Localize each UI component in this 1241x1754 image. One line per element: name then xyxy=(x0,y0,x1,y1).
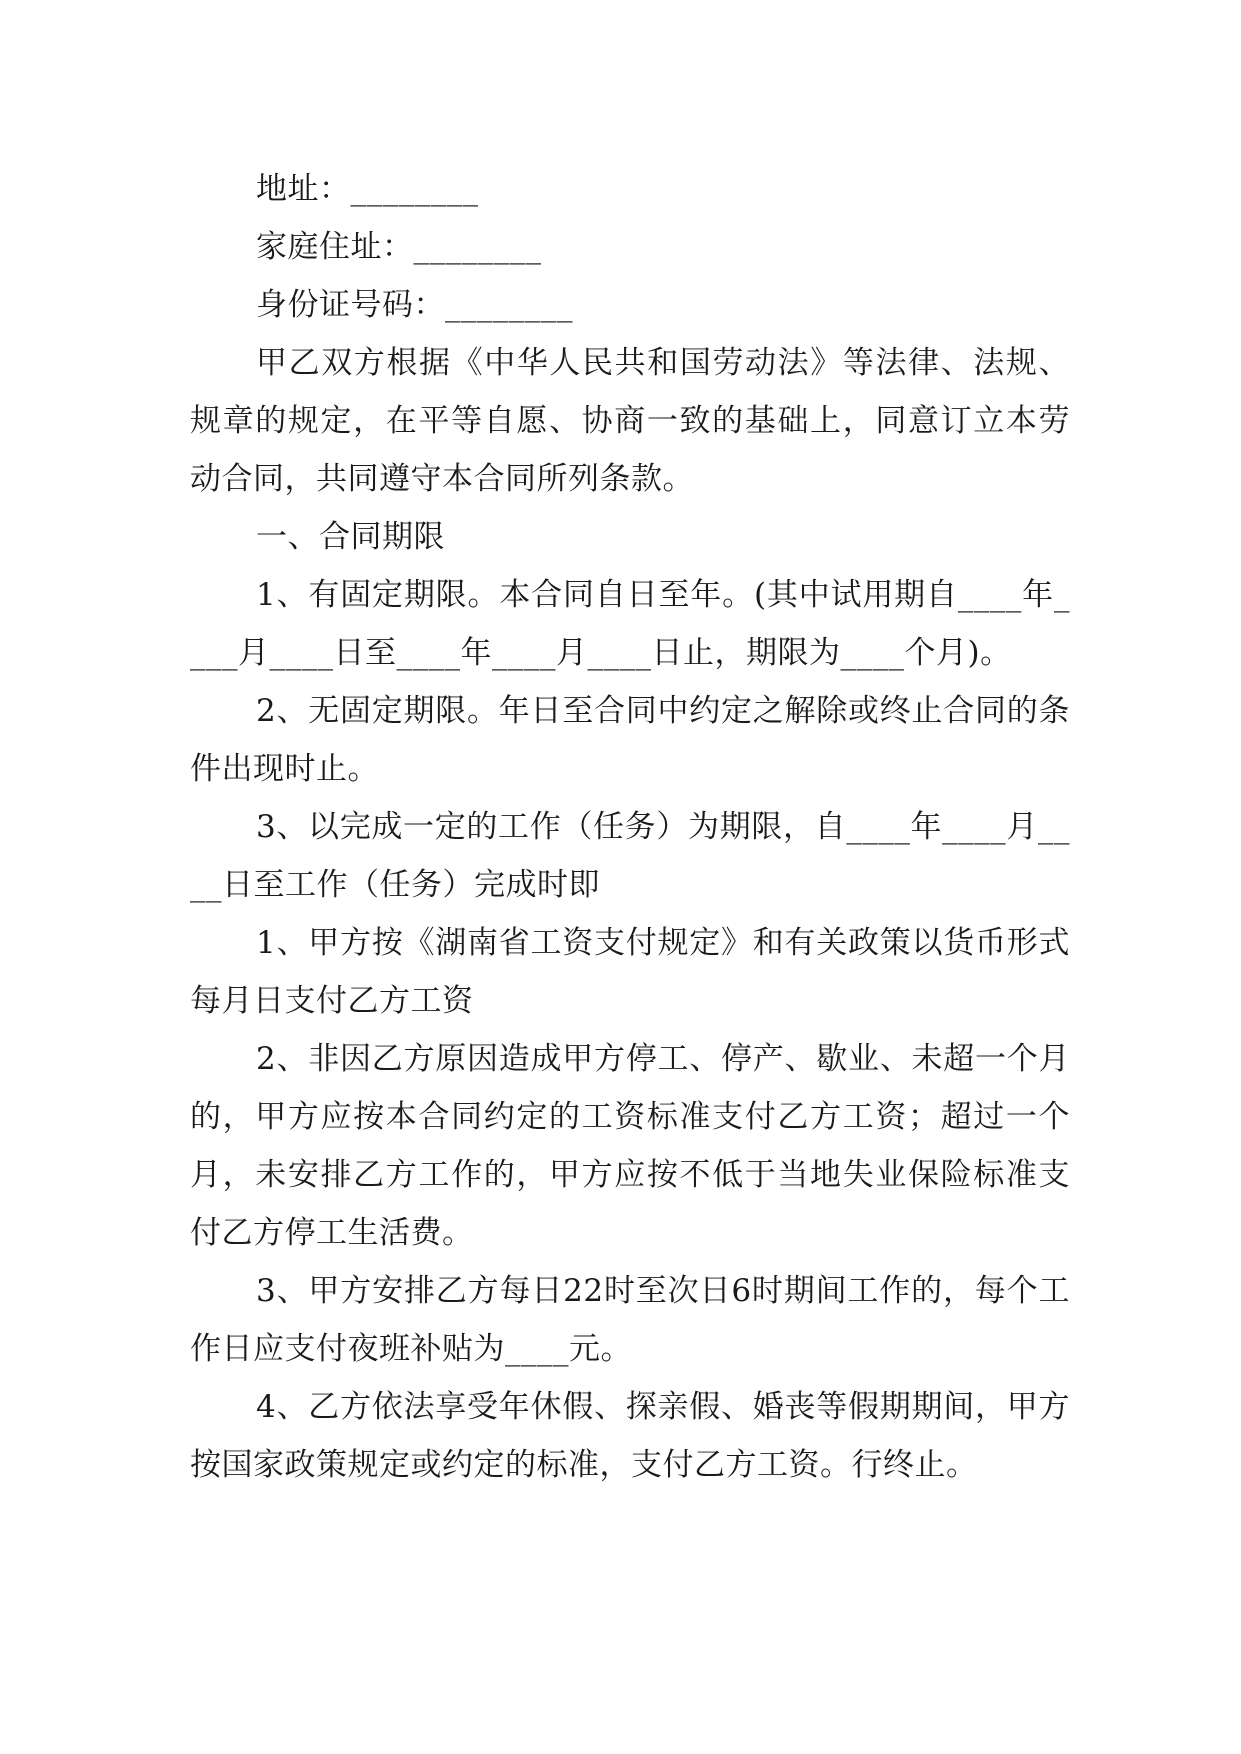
clause-open-term: 2、无固定期限。年日至合同中约定之解除或终止合同的条件出现时止。 xyxy=(190,693,1070,787)
clause-work-stoppage: 2、非因乙方原因造成甲方停工、停产、歇业、未超一个月的，甲方应按本合同约定的工资标准支付乙方工资；超过一个月，未安排乙方工作的，甲方应按不低于当地失业保险标准支付乙方停工生活费。 xyxy=(190,1041,1070,1251)
home-address-line: 家庭住址：________ xyxy=(256,229,542,265)
section-heading-contract-term: 一、合同期限 xyxy=(256,519,445,555)
document-body xyxy=(190,160,1070,1494)
clause-leave-pay: 4、乙方依法享受年休假、探亲假、婚丧等假期期间，甲方按国家政策规定或约定的标准，支付乙方工资。行终止。 xyxy=(190,1389,1070,1483)
address-line: 地址：________ xyxy=(256,171,479,207)
preamble-paragraph: 甲乙双方根据《中华人民共和国劳动法》等法律、法规、规章的规定，在平等自愿、协商一致的基础上，同意订立本劳动合同，共同遵守本合同所列条款。 xyxy=(190,345,1070,497)
clause-fixed-term: 1、有固定期限。本合同自日至年。(其中试用期自____年____月____日至____年____月____日止，期限为____个月)。 xyxy=(190,577,1070,671)
id-number-line: 身份证号码：________ xyxy=(256,287,573,323)
clause-night-shift: 3、甲方安排乙方每日22时至次日6时期间工作的，每个工作日应支付夜班补贴为____元。 xyxy=(190,1273,1070,1367)
clause-wage-payment: 1、甲方按《湖南省工资支付规定》和有关政策以货币形式每月日支付乙方工资 xyxy=(190,925,1070,1019)
clause-task-term: 3、以完成一定的工作（任务）为期限，自____年____月____日至工作（任务）完成时即 xyxy=(190,809,1070,903)
